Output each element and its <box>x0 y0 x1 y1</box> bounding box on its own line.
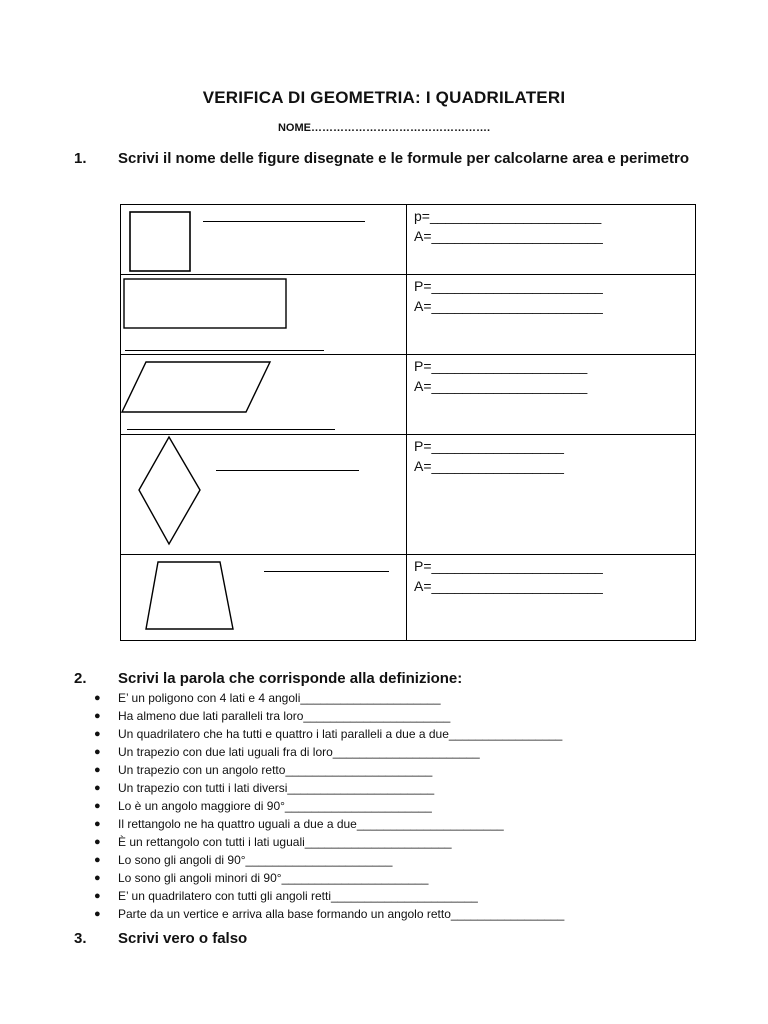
figure-name-blank[interactable] <box>264 571 389 572</box>
definition-text: E’ un quadrilatero con tutti gli angoli retti______________________ <box>118 889 478 903</box>
definition-text: Lo sono gli angoli di 90°______________________ <box>118 853 393 867</box>
formula-cell <box>407 355 696 435</box>
list-item[interactable] <box>94 833 564 851</box>
table-row <box>121 435 696 555</box>
page-title: VERIFICA DI GEOMETRIA: I QUADRILATERI <box>202 88 566 107</box>
bullet-icon: ● <box>94 728 101 740</box>
figure-cell <box>121 205 407 275</box>
definition-text: Parte da un vertice e arriva alla base formando un angolo retto_________________ <box>118 907 565 921</box>
table-row <box>121 555 696 641</box>
square-icon <box>129 211 193 273</box>
bullet-icon: ● <box>94 854 101 866</box>
list-item[interactable] <box>94 797 564 815</box>
area-blank[interactable]: A=______________________ <box>414 228 603 244</box>
rectangle-icon <box>123 278 289 332</box>
definition-text: Lo sono gli angoli minori di 90°______________________ <box>118 871 429 885</box>
definition-text: È un rettangolo con tutti i lati uguali______________________ <box>118 835 452 849</box>
figure-cell <box>121 555 407 641</box>
figure-cell <box>121 355 407 435</box>
formula-cell <box>407 555 696 641</box>
figure-name-blank[interactable] <box>203 221 365 222</box>
area-blank[interactable]: A=____________________ <box>414 378 588 394</box>
bullet-icon: ● <box>94 836 101 848</box>
question-1-text: Scrivi il nome delle figure disegnate e le formule per calcolarne area e perimetro <box>118 150 690 167</box>
perimeter-blank[interactable]: P=______________________ <box>414 558 603 574</box>
definition-text: Un trapezio con due lati uguali fra di loro______________________ <box>118 745 480 759</box>
list-item[interactable] <box>94 851 564 869</box>
question-1-number: 1. <box>74 150 87 167</box>
bullet-icon: ● <box>94 908 101 920</box>
perimeter-blank[interactable]: P=_________________ <box>414 438 564 454</box>
figure-name-blank[interactable] <box>216 470 359 471</box>
definition-text: Ha almeno due lati paralleli tra loro______________________ <box>118 709 451 723</box>
list-item[interactable] <box>94 905 564 923</box>
definition-text: Un quadrilatero che ha tutti e quattro i lati paralleli a due a due_________________ <box>118 727 563 741</box>
question-3 <box>74 927 247 951</box>
list-item[interactable] <box>94 707 564 725</box>
bullet-icon: ● <box>94 890 101 902</box>
bullet-icon: ● <box>94 764 101 776</box>
area-blank[interactable]: A=_________________ <box>414 458 564 474</box>
perimeter-blank[interactable]: P=______________________ <box>414 278 603 294</box>
trapezoid-icon <box>145 561 235 631</box>
perimeter-blank[interactable]: p=______________________ <box>414 208 602 224</box>
area-blank[interactable]: A=______________________ <box>414 578 603 594</box>
figure-name-blank[interactable] <box>125 350 324 351</box>
bullet-icon: ● <box>94 710 101 722</box>
table-row <box>121 275 696 355</box>
parallelogram-icon <box>121 361 273 415</box>
bullet-icon: ● <box>94 800 101 812</box>
formula-cell <box>407 435 696 555</box>
bullet-icon: ● <box>94 782 101 794</box>
formula-cell <box>407 275 696 355</box>
list-item[interactable] <box>94 887 564 905</box>
list-item[interactable] <box>94 869 564 887</box>
list-item[interactable] <box>94 761 564 779</box>
figures-table <box>120 204 696 641</box>
list-item[interactable] <box>94 689 564 707</box>
area-blank[interactable]: A=______________________ <box>414 298 603 314</box>
perimeter-blank[interactable]: P=____________________ <box>414 358 588 374</box>
bullet-icon: ● <box>94 746 101 758</box>
question-1 <box>74 147 694 171</box>
definition-text: Il rettangolo ne ha quattro uguali a due a due______________________ <box>118 817 504 831</box>
bullet-icon: ● <box>94 692 101 704</box>
list-item[interactable] <box>94 743 564 761</box>
question-2-text: Scrivi la parola che corrisponde alla definizione: <box>118 670 463 687</box>
definition-text: Un trapezio con tutti i lati diversi______________________ <box>118 781 435 795</box>
question-2 <box>74 667 462 691</box>
formula-cell <box>407 205 696 275</box>
definitions-list <box>94 689 564 923</box>
list-item[interactable] <box>94 779 564 797</box>
question-3-text: Scrivi vero o falso <box>118 930 248 947</box>
name-field[interactable]: NOME…………………………………………. <box>277 122 491 134</box>
definition-text: Un trapezio con un angolo retto______________________ <box>118 763 433 777</box>
list-item[interactable] <box>94 725 564 743</box>
bullet-icon: ● <box>94 818 101 830</box>
definition-text: Lo è un angolo maggiore di 90°______________________ <box>118 799 432 813</box>
bullet-icon: ● <box>94 872 101 884</box>
figure-name-blank[interactable] <box>127 429 335 430</box>
rhombus-icon <box>138 436 202 546</box>
definition-text: E’ un poligono con 4 lati e 4 angoli_____________________ <box>118 691 441 705</box>
figure-cell <box>121 435 407 555</box>
table-row <box>121 205 696 275</box>
question-2-number: 2. <box>74 670 87 687</box>
table-row <box>121 355 696 435</box>
figure-cell <box>121 275 407 355</box>
question-3-number: 3. <box>74 930 87 947</box>
list-item[interactable] <box>94 815 564 833</box>
